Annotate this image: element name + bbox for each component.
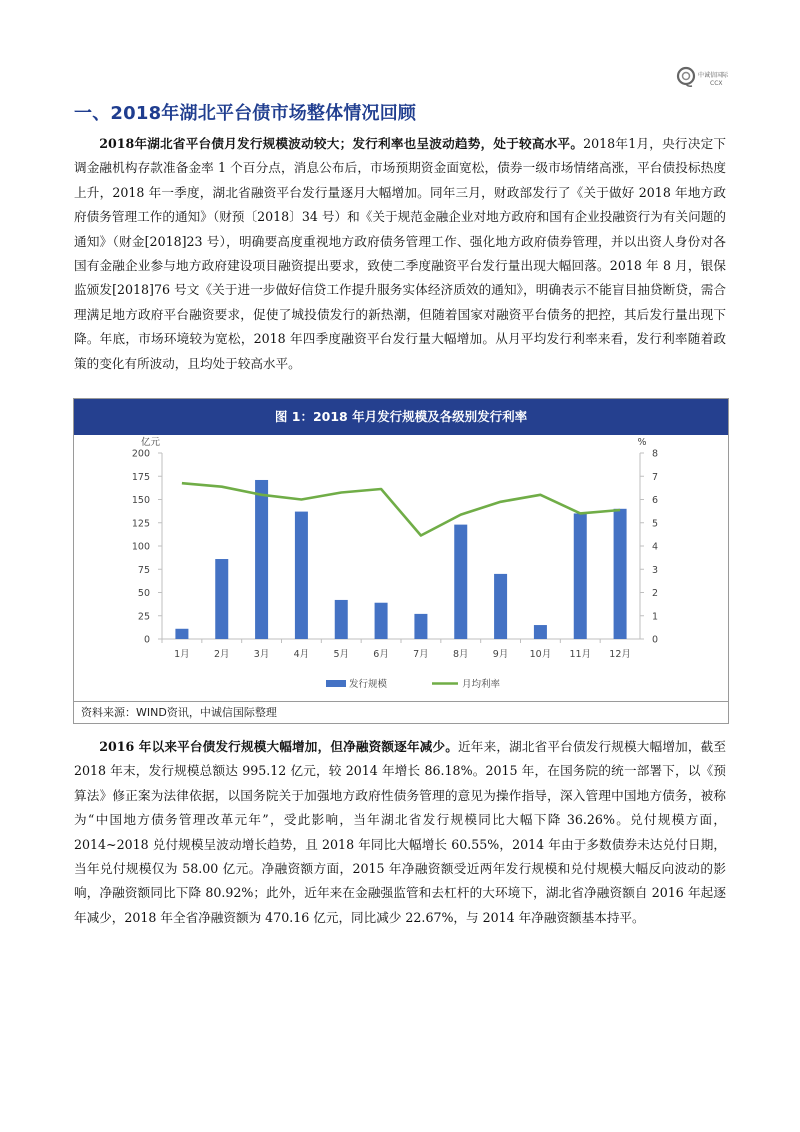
right-tick-label: 8: [652, 448, 659, 460]
bar-1月: [175, 629, 188, 639]
x-tick-label: 8月: [452, 649, 469, 660]
left-tick-label: 25: [137, 611, 150, 623]
left-axis-title: 亿元: [140, 437, 160, 448]
bar-6月: [375, 603, 388, 639]
x-tick-label: 1月: [174, 649, 190, 660]
section-title: 一、2018年湖北平台债市场整体情况回顾: [74, 103, 417, 124]
bar-7月: [414, 614, 427, 639]
x-tick-label: 5月: [333, 649, 350, 660]
paragraph-body: 2018年1月，央行决定下调金融机构存款准备金率 1 个百分点，消息公布后，市场预期资金面宽松，债券一级市场情绪高涨，平台债投标热度上升，2018 年一季度，湖北省融资平台发行量逐月大幅增加。同年三月，财政部发行了《关于做好 2018 年地方政府债务管理工作的通知》（财预〔2018〕34 号）和《关于规范金融企业对地方政府和国有企业投融资行为有关问题的通知》（财金[2018]23 号），明确要高度重视地方政府债务管理工作、强化地方政府债券管理，并以出资人身份对各国有金融企业参与地方政府建设项目融资提出要求，致使二季度融资平台发行量出现大幅回落。2018 年 8 月，银保监颁发[2018]76 号文《关于进一步做好信贷工作提升服务实体经济质效的通知》，明确表示不能盲目抽贷断贷，需合理满足地方政府平台融资要求，促使了城投债发行的新热潮，但随着国家对融资平台债务的把控，其后发行量出现下降。年底，市场环境较为宽松，2018 年四季度融资平台发行量大幅增加。从月平均发行利率来看，发行利率随着政策的变化有所波动，且均处于较高水平。: [74, 136, 726, 371]
bar-5月: [335, 600, 348, 639]
x-tick-label: 11月: [569, 649, 592, 660]
paragraph-lead: 2018年湖北省平台债月发行规模波动较大；发行利率也呈波动趋势，处于较高水平。: [99, 136, 584, 151]
x-tick-label: 9月: [492, 649, 509, 660]
right-tick-label: 4: [652, 541, 659, 553]
paragraph-monthly-issuance: [74, 132, 726, 376]
left-tick-label: 175: [131, 471, 150, 483]
legend-line-label: 月均利率: [462, 679, 501, 690]
figure-title: 图 1：2018 年月发行规模及各级别发行利率: [74, 399, 728, 435]
right-tick-label: 1: [652, 611, 659, 623]
rate-line: [182, 483, 620, 535]
right-tick-label: 6: [652, 495, 659, 506]
x-tick-label: 2月: [213, 649, 230, 660]
combo-chart: [74, 435, 728, 701]
company-logo: [676, 64, 736, 94]
left-tick-label: 75: [137, 564, 150, 576]
bar-9月: [494, 574, 507, 639]
logo-swirl-icon: [676, 66, 696, 88]
left-tick-label: 50: [137, 588, 150, 599]
legend-bar-label: 发行规模: [349, 679, 388, 690]
x-tick-label: 4月: [293, 649, 310, 660]
right-tick-label: 3: [652, 564, 659, 576]
paragraph-body: 近年来，湖北省平台债发行规模大幅增加，截至 2018 年末，发行规模总额达 995.12 亿元，较 2014 年增长 86.18%。2015 年，在国务院的统一部署下，以《预算法》修正案为法律依据，以国务院关于加强地方政府性债务管理的意见为操作指导，深入管理中国地方债务，被称为“中国地方债务管理改革元年”，受此影响，当年湖北省发行规模同比大幅下降 36.26%。兑付规模方面，2014~2018 兑付规模呈波动增长趋势，且 2018 年同比大幅增长 60.55%，2014 年由于多数债券未达兑付日期，当年兑付规模仅为 58.00 亿元。净融资额方面，2015 年净融资额受近两年发行规模和兑付规模大幅反向波动的影响，净融资额同比下降 80.92%；此外，近年来在金融强监管和去杠杆的大环境下，湖北省净融资额自 2016 年起逐年减少，2018 年全省净融资额为 470.16 亿元，同比减少 22.67%，与 2014 年净融资额基本持平。: [74, 739, 727, 925]
bar-10月: [534, 625, 547, 639]
left-tick-label: 150: [131, 495, 150, 506]
left-tick-label: 0: [143, 634, 150, 646]
right-tick-label: 0: [652, 634, 659, 646]
bar-2月: [215, 559, 228, 639]
x-tick-label: 10月: [529, 649, 552, 660]
paragraph-net-financing: [74, 735, 726, 930]
right-tick-label: 7: [652, 471, 659, 483]
left-tick-label: 200: [131, 448, 150, 460]
paragraph-lead: 2016 年以来平台债发行规模大幅增加，但净融资额逐年减少。: [99, 739, 459, 754]
left-tick-label: 100: [131, 541, 150, 553]
bar-8月: [454, 525, 467, 639]
logo-english-name: CCX: [710, 80, 723, 87]
bar-3月: [255, 480, 268, 639]
x-tick-label: 7月: [413, 649, 429, 660]
right-tick-label: 2: [652, 588, 659, 599]
x-tick-label: 12月: [609, 649, 631, 660]
bar-11月: [574, 513, 587, 639]
bar-12月: [614, 509, 627, 639]
left-tick-label: 125: [131, 518, 150, 530]
right-axis-title: %: [637, 437, 647, 448]
logo-chinese-name: 中诚信国际: [698, 72, 729, 79]
legend-bar-swatch: [326, 680, 346, 687]
bar-4月: [295, 512, 308, 639]
figure-source: 资料来源：WIND资讯，中诚信国际整理: [74, 701, 728, 723]
x-tick-label: 3月: [253, 649, 270, 660]
x-tick-label: 6月: [373, 649, 389, 660]
figure-box: [73, 398, 729, 724]
right-tick-label: 5: [652, 518, 659, 530]
